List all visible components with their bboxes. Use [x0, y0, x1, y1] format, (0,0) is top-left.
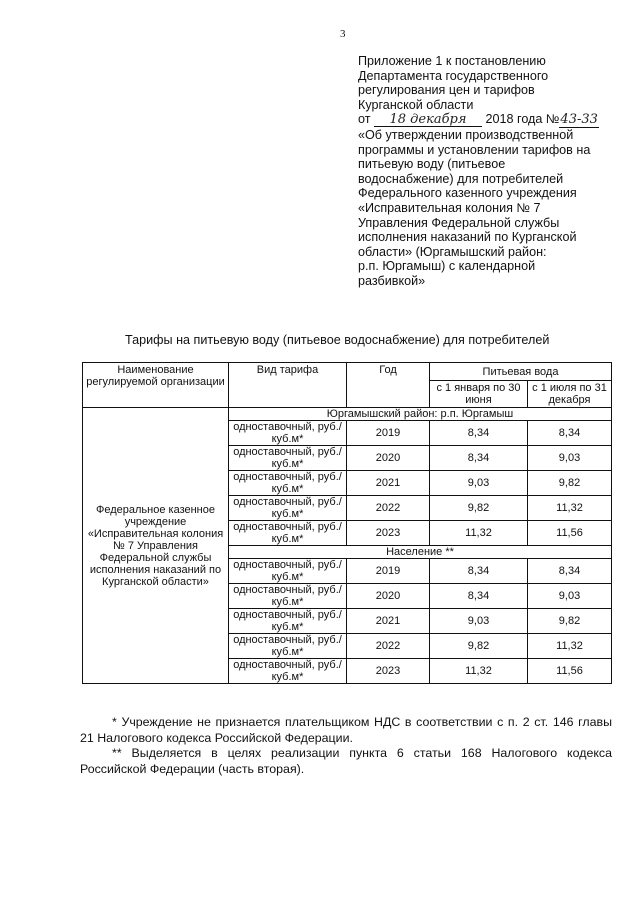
year-cell: 2022	[347, 634, 430, 659]
tariff-h1-cell: 9,03	[430, 471, 528, 496]
year-cell: 2023	[347, 521, 430, 546]
appendix-line: программы и установлении тарифов на	[358, 142, 591, 157]
appendix-line: регулирования цен и тарифов	[358, 83, 535, 98]
year-cell: 2021	[347, 471, 430, 496]
footnote-1: * Учреждение не признается плательщиком НДС в соответствии с п. 2 ст. 146 главы 21 Налогового кодекса Российской Федерации.	[80, 715, 612, 745]
table-title: Тарифы на питьевую воду (питьевое водоснабжение) для потребителей	[125, 333, 550, 347]
year-cell: 2020	[347, 584, 430, 609]
date-prefix: от	[358, 112, 371, 127]
tariff-type-cell: одноставочный, руб./куб.м*	[229, 471, 347, 496]
page-number: 3	[340, 28, 346, 40]
tariff-h2-cell: 9,82	[528, 471, 612, 496]
appendix-line: исполнения наказаний по Курганской	[358, 230, 577, 245]
appendix-line: водоснабжение) для потребителей	[358, 171, 564, 186]
header-year: Год	[347, 363, 430, 408]
tariff-h1-cell: 8,34	[430, 446, 528, 471]
tariff-type-cell: одноставочный, руб./куб.м*	[229, 521, 347, 546]
header-period-1: с 1 января по 30 июня	[430, 381, 528, 408]
tariff-h1-cell: 11,32	[430, 659, 528, 684]
year-cell: 2019	[347, 421, 430, 446]
tariff-h2-cell: 11,32	[528, 634, 612, 659]
appendix-date-line	[358, 112, 608, 128]
handwritten-number: 43-33	[560, 112, 598, 128]
appendix-line: «Исправительная колония № 7	[358, 200, 541, 215]
tariff-type-cell: одноставочный, руб./куб.м*	[229, 634, 347, 659]
header-org: Наименование регулируемой организации	[83, 363, 229, 408]
appendix-body	[358, 128, 608, 289]
tariff-h2-cell: 9,03	[528, 584, 612, 609]
tariff-h2-cell: 11,32	[528, 496, 612, 521]
footnote-2: ** Выделяется в целях реализации пункта 6 статьи 168 Налогового кодекса Российской Федерации (часть вторая).	[80, 746, 612, 776]
appendix-line: Управления Федеральной службы	[358, 215, 560, 230]
group-title: Юргамышский район: р.п. Юргамыш	[229, 408, 612, 421]
header-tariff-type: Вид тарифа	[229, 363, 347, 408]
appendix-line: Курганской области	[358, 97, 474, 112]
appendix-line: питьевую воду (питьевое	[358, 157, 506, 172]
tariff-type-cell: одноставочный, руб./куб.м*	[229, 659, 347, 684]
header-water: Питьевая вода	[430, 363, 612, 381]
handwritten-date: 18 декабря	[374, 113, 482, 127]
tariff-h2-cell: 11,56	[528, 659, 612, 684]
tariff-h2-cell: 9,03	[528, 446, 612, 471]
year-cell: 2019	[347, 559, 430, 584]
tariff-h2-cell: 8,34	[528, 421, 612, 446]
appendix-line: разбивкой»	[358, 273, 426, 288]
tariff-type-cell: одноставочный, руб./куб.м*	[229, 609, 347, 634]
tariff-table	[82, 362, 612, 684]
tariff-h2-cell: 9,82	[528, 609, 612, 634]
tariff-type-cell: одноставочный, руб./куб.м*	[229, 496, 347, 521]
appendix-line: области» (Юргамышский район:	[358, 244, 547, 259]
footnotes	[80, 715, 612, 777]
tariff-h1-cell: 8,34	[430, 421, 528, 446]
appendix-line: Приложение 1 к постановлению	[358, 54, 546, 68]
tariff-type-cell: одноставочный, руб./куб.м*	[229, 421, 347, 446]
organization-name: Федеральное казенное учреждение «Исправительная колония № 7 Управления Федеральной службы исполнения наказаний по Курганской области»	[83, 408, 229, 684]
year-cell: 2020	[347, 446, 430, 471]
tariff-h1-cell: 9,82	[430, 634, 528, 659]
tariff-h1-cell: 8,34	[430, 559, 528, 584]
tariff-h1-cell: 8,34	[430, 584, 528, 609]
tariff-h1-cell: 9,82	[430, 496, 528, 521]
year-cell: 2021	[347, 609, 430, 634]
tariff-type-cell: одноставочный, руб./куб.м*	[229, 446, 347, 471]
tariff-h2-cell: 8,34	[528, 559, 612, 584]
tariff-h2-cell: 11,56	[528, 521, 612, 546]
tariff-type-cell: одноставочный, руб./куб.м*	[229, 584, 347, 609]
appendix-block	[358, 54, 608, 289]
appendix-line: Департамента государственного	[358, 68, 549, 83]
appendix-line: «Об утверждении производственной	[358, 127, 574, 142]
tariff-h1-cell: 11,32	[430, 521, 528, 546]
header-period-2: с 1 июля по 31 декабря	[528, 381, 612, 408]
date-suffix: 2018 года №	[485, 112, 560, 127]
group-title: Население **	[229, 546, 612, 559]
tariff-h1-cell: 9,03	[430, 609, 528, 634]
appendix-line: р.п. Юргамыш) с календарной	[358, 259, 536, 274]
year-cell: 2023	[347, 659, 430, 684]
year-cell: 2022	[347, 496, 430, 521]
appendix-line: Федерального казенного учреждения	[358, 186, 577, 201]
tariff-type-cell: одноставочный, руб./куб.м*	[229, 559, 347, 584]
